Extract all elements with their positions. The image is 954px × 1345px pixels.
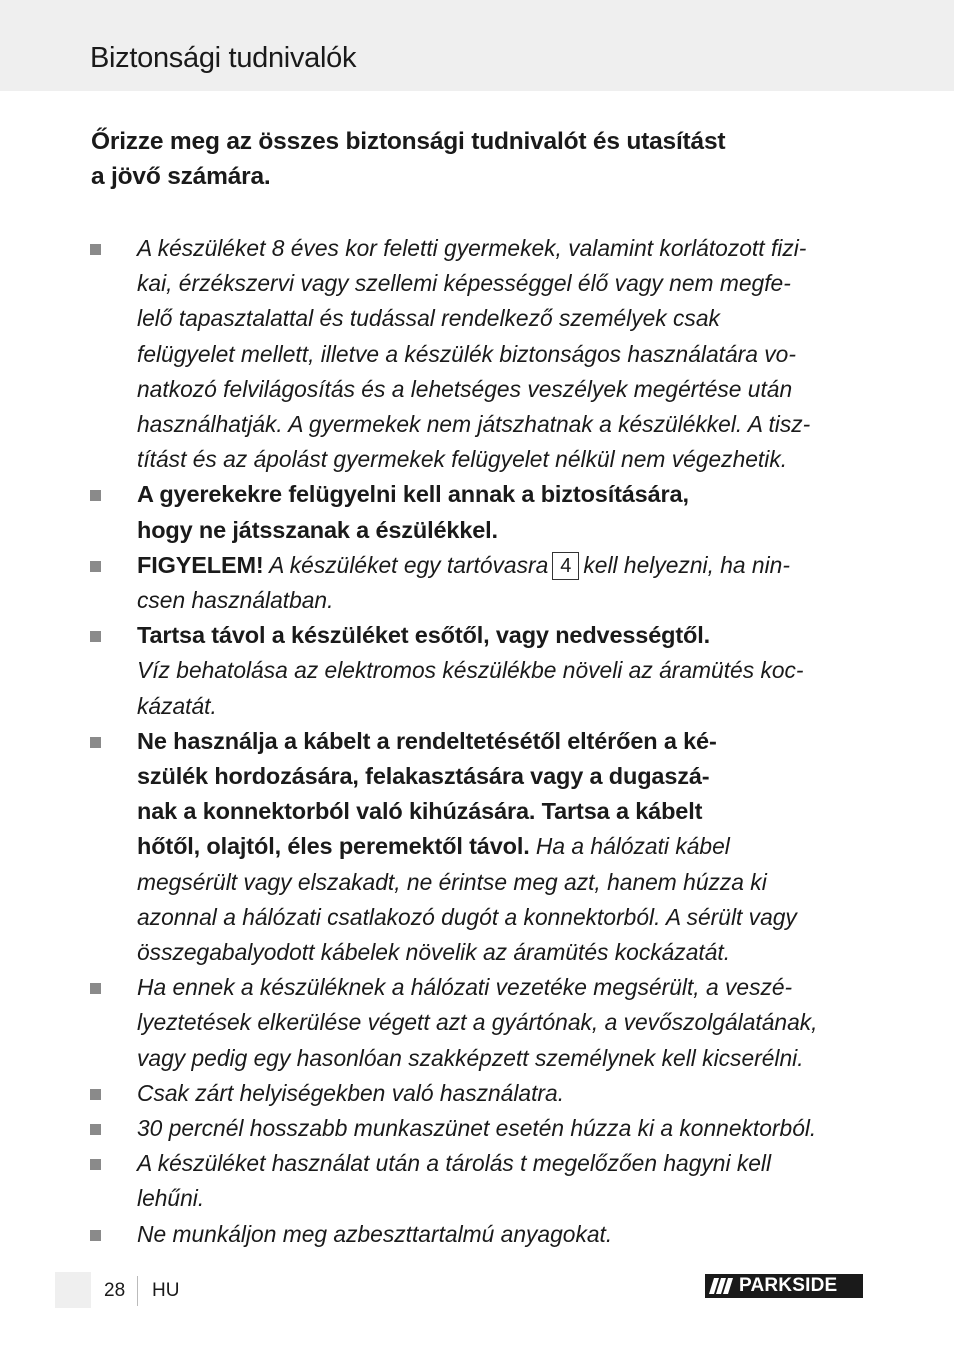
bold-text: hogy ne játsszanak a észülékkel.	[137, 516, 498, 543]
language-code: HU	[152, 1280, 180, 1301]
text-line	[137, 689, 872, 724]
footer-divider	[137, 1276, 138, 1306]
bullet-square-icon	[90, 983, 101, 994]
italic-text: kai, érzékszervi vagy szellemi képességgel élő vagy nem megfe-	[137, 270, 791, 297]
list-item	[0, 548, 954, 618]
text-line	[137, 407, 872, 442]
bullet-square-icon	[90, 1124, 101, 1135]
italic-text: csen használatban.	[137, 587, 334, 614]
bullet-square-icon	[90, 737, 101, 748]
item-text	[137, 1076, 872, 1111]
text-line	[137, 1146, 872, 1181]
italic-text: felügyelet mellett, illetve a készülék biztonságos használatára vo-	[137, 340, 796, 367]
footer-marker	[55, 1272, 91, 1308]
list-item	[0, 477, 954, 547]
logo-stripes-icon	[705, 1274, 735, 1298]
list-item	[0, 724, 954, 970]
item-text	[137, 1111, 872, 1146]
text-line	[137, 301, 872, 336]
text-line	[137, 266, 872, 301]
text-line	[137, 724, 872, 759]
safety-list	[0, 231, 954, 1252]
italic-text: A készüléket 8 éves kor feletti gyermekek, valamint korlátozott fizi-	[137, 235, 807, 261]
intro-heading	[91, 124, 871, 194]
text-line	[137, 865, 872, 900]
item-text	[137, 970, 872, 1076]
text-line	[137, 477, 872, 512]
text-line	[137, 618, 872, 653]
item-text	[137, 231, 872, 477]
text-line	[137, 1181, 872, 1216]
text-line	[137, 337, 872, 372]
italic-text: használhatják. A gyermekek nem játszhatnak a készülékkel. A tisz-	[137, 411, 811, 438]
italic-text: Víz behatolása az elektromos készülékbe növeli az áramütés koc-	[137, 657, 804, 684]
italic-text: lyeztetések elkerülése végett azt a gyártónak, a vevőszolgálatának,	[137, 1009, 818, 1036]
italic-text: Csak zárt helyiségekben való használatra.	[137, 1079, 565, 1106]
text-line	[137, 442, 872, 477]
text-line	[137, 231, 872, 266]
list-item	[0, 970, 954, 1076]
italic-text: Ha a hálózati kábel	[529, 833, 730, 860]
item-text	[137, 618, 872, 724]
italic-text: lehűni.	[137, 1185, 205, 1212]
bold-text: A gyerekekre felügyelni kell annak a biztosítására,	[137, 481, 689, 508]
italic-text: A készüléket egy tartóvasra	[263, 551, 549, 578]
italic-text: natkozó felvilágosítás és a lehetséges veszélyek megértése után	[137, 375, 793, 402]
bullet-square-icon	[90, 490, 101, 501]
bullet-square-icon	[90, 1159, 101, 1170]
part-reference-box: 4	[552, 552, 579, 580]
bold-text: hőtől, olajtól, éles peremektől távol.	[137, 833, 530, 860]
italic-text: Ne munkáljon meg azbeszttartalmú anyagokat.	[137, 1220, 613, 1247]
bullet-square-icon	[90, 1089, 101, 1100]
italic-text: megsérült vagy elszakadt, ne érintse meg azt, hanem húzza ki	[137, 868, 767, 895]
bold-text: Ne használja a kábelt a rendeltetésétől eltérően a ké-	[137, 727, 717, 754]
italic-text: Ha ennek a készüléknek a hálózati vezetéke megsérült, a veszé-	[137, 974, 793, 1001]
text-line	[137, 1217, 872, 1252]
text-line	[137, 372, 872, 407]
text-line	[137, 829, 872, 864]
list-item	[0, 1076, 954, 1111]
item-text	[137, 1146, 872, 1216]
text-line	[137, 1111, 872, 1146]
text-line	[137, 759, 872, 794]
page-title: Biztonsági tudnivalók	[90, 42, 357, 74]
text-line	[137, 1041, 872, 1076]
list-item	[0, 1217, 954, 1252]
text-line	[137, 583, 872, 618]
list-item	[0, 1111, 954, 1146]
italic-text: kázatát.	[137, 692, 217, 719]
brand-logo	[705, 1274, 863, 1298]
item-text	[137, 477, 872, 547]
italic-text: azonnal a hálózati csatlakozó dugót a konnektorból. A sérült vagy	[137, 903, 797, 930]
italic-text: A készüléket használat után a tárolás t megelőzően hagyni kell	[137, 1150, 772, 1177]
text-line	[137, 794, 872, 829]
list-item	[0, 1146, 954, 1216]
item-text	[137, 724, 872, 970]
bold-text: nak a konnektorból való kihúzására. Tartsa a kábelt	[137, 798, 703, 825]
list-item	[0, 231, 954, 477]
text-line	[137, 1005, 872, 1040]
text-line	[137, 653, 872, 688]
item-text	[137, 548, 872, 618]
bold-text: szülék hordozására, felakasztására vagy a dugaszá-	[137, 763, 710, 790]
text-line	[137, 1076, 872, 1111]
bullet-square-icon	[90, 631, 101, 642]
text-line	[137, 970, 872, 1005]
italic-text: títást és az ápolást gyermekek felügyelet nélkül nem végezhetik.	[137, 446, 788, 473]
bullet-square-icon	[90, 244, 101, 255]
text-line	[137, 513, 872, 548]
intro-line: a jövő számára.	[91, 163, 271, 190]
text-line	[137, 935, 872, 970]
bold-text: FIGYELEM!	[137, 551, 264, 578]
bullet-square-icon	[90, 561, 101, 572]
italic-text: kell helyezni, ha nin-	[583, 551, 790, 578]
bullet-square-icon	[90, 1230, 101, 1241]
list-item	[0, 618, 954, 724]
text-line	[137, 900, 872, 935]
text-line	[137, 548, 872, 583]
italic-text: 30 percnél hosszabb munkaszünet esetén húzza ki a konnektorból.	[137, 1115, 817, 1142]
italic-text: összegabalyodott kábelek növelik az áramütés kockázatát.	[137, 939, 731, 966]
italic-text: vagy pedig egy hasonlóan szakképzett személynek kell kicserélni.	[137, 1044, 804, 1071]
intro-line: Őrizze meg az összes biztonsági tudnivalót és utasítást	[91, 128, 726, 155]
italic-text: lelő tapasztalattal és tudással rendelkező személyek csak	[137, 305, 720, 332]
page-number: 28	[104, 1280, 126, 1301]
brand-name: PARKSIDE	[739, 1275, 838, 1296]
item-text	[137, 1217, 872, 1252]
bold-text: Tartsa távol a készüléket esőtől, vagy nedvességtől.	[137, 622, 710, 649]
